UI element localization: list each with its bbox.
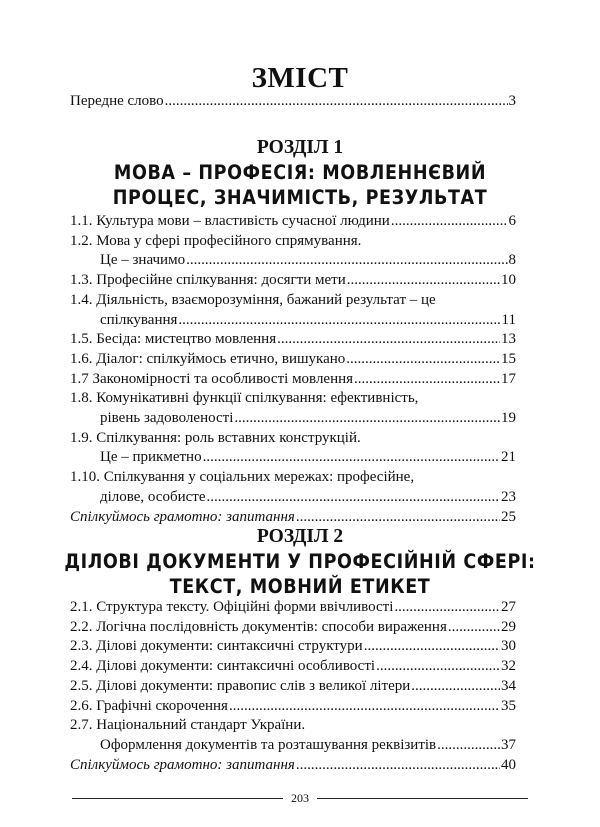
entry-page-number: 21 <box>501 449 516 466</box>
entry-text: Спілкуймось грамотно: запитання <box>70 508 295 525</box>
dot-leader <box>364 637 500 657</box>
entry-text: 2.5. Ділові документи: правопис слів з великої літери <box>70 677 411 694</box>
toc-entry <box>70 370 516 390</box>
dot-leader <box>394 598 500 618</box>
toc-entry <box>70 291 516 330</box>
entry-page-number: 30 <box>501 638 516 655</box>
section-1-entries <box>70 212 516 527</box>
entry-page-number: 29 <box>501 618 516 635</box>
entry-text: ділове, особисте <box>100 488 206 505</box>
dot-leader <box>277 330 500 350</box>
dot-leader <box>437 736 500 756</box>
dot-leader <box>178 311 500 331</box>
dot-leader <box>376 657 500 677</box>
entry-page-number: 37 <box>501 736 516 753</box>
entry-page-number: 3 <box>508 93 516 109</box>
entry-page-number: 8 <box>508 252 516 269</box>
footer-rule-left <box>72 798 283 799</box>
toc-title: ЗМІСТ <box>251 62 349 94</box>
entry-text: Оформлення документів та розташування реквізитів <box>100 736 437 753</box>
entry-page-number: 25 <box>501 508 516 525</box>
dot-leader <box>296 756 500 776</box>
dot-leader <box>186 251 507 271</box>
entry-page-number: 27 <box>501 599 516 615</box>
toc-entry <box>70 429 516 468</box>
entry-page-number: 35 <box>501 697 516 714</box>
entry-page-number: 32 <box>501 658 516 675</box>
entry-text: 2.2. Логічна послідовність документів: способи вираження <box>70 618 447 635</box>
entry-text: Спілкуймось грамотно: запитання <box>70 756 295 773</box>
page-footer <box>72 791 528 806</box>
dot-leader <box>347 271 500 291</box>
dot-leader <box>391 212 508 232</box>
dot-leader <box>234 409 500 429</box>
dot-leader <box>411 677 500 697</box>
footer-rule-right <box>317 798 528 799</box>
preface-entry <box>70 92 516 112</box>
dot-leader <box>346 350 500 370</box>
entry-page-number: 6 <box>508 213 516 229</box>
entry-page-number: 11 <box>501 311 516 328</box>
dot-leader <box>165 92 508 112</box>
section-number: РОЗДІЛ 1 <box>256 137 344 158</box>
toc-entry <box>70 212 516 232</box>
toc-entry <box>70 271 516 291</box>
entry-text: Це – прикметно <box>100 449 202 466</box>
toc-entry <box>70 330 516 350</box>
section-1-heading <box>56 136 544 210</box>
dot-leader <box>203 448 500 468</box>
toc-entry <box>70 598 516 618</box>
entry-page-number: 15 <box>501 350 516 367</box>
entry-text: рівень задоволеності <box>100 410 234 427</box>
entry-text: 2.3. Ділові документи: синтаксичні структури <box>70 638 363 655</box>
entry-text: 2.7. Національний стандарт України. <box>70 717 306 734</box>
entry-text: спілкування <box>100 311 178 328</box>
entry-page-number: 13 <box>501 331 516 348</box>
section-number: РОЗДІЛ 2 <box>256 526 344 547</box>
entry-text: 1.1. Культура мови – властивість сучасної людини <box>70 213 390 229</box>
dot-leader <box>229 697 500 717</box>
entry-page-number: 23 <box>501 488 516 505</box>
entry-page-number: 17 <box>501 370 516 387</box>
section-title-line: МОВА – ПРОФЕСІЯ: МОВЛЕННЄВИЙ <box>113 161 487 184</box>
entry-text: Передне слово <box>70 93 164 109</box>
entry-text: 1.3. Професійне спілкування: досягти мети <box>70 272 346 289</box>
toc-entry <box>70 350 516 370</box>
entry-text: 1.4. Діяльність, взаєморозуміння, бажаний результат – це <box>70 291 436 308</box>
section-title-line: ТЕКСТ, МОВНИЙ ЕТИКЕТ <box>169 575 431 598</box>
toc-entry <box>70 618 516 638</box>
toc-entry <box>70 716 516 755</box>
toc-entry <box>70 389 516 428</box>
section-title-line: ПРОЦЕС, ЗНАЧИМІСТЬ, РЕЗУЛЬТАТ <box>112 186 488 209</box>
toc-entry <box>70 756 516 776</box>
dot-leader <box>207 488 501 508</box>
toc-entry <box>70 468 516 507</box>
entry-text: 2.1. Структура тексту. Офіційні форми ввічливості <box>70 599 394 615</box>
entry-page-number: 40 <box>501 756 516 773</box>
toc-entry <box>70 657 516 677</box>
entry-text: 1.10. Спілкування у соціальних мережах: професійне, <box>70 469 415 486</box>
toc-entry <box>70 637 516 657</box>
entry-text: 1.7 Закономірності та особливості мовлення <box>70 370 354 387</box>
toc-entry <box>70 677 516 697</box>
dot-leader <box>448 618 500 638</box>
entry-text: 1.2. Мова у сфері професійного спрямування. <box>70 232 362 249</box>
section-2-entries <box>70 598 516 775</box>
entry-text: 2.4. Ділові документи: синтаксичні особливості <box>70 658 376 675</box>
entry-page-number: 34 <box>501 677 516 694</box>
entry-text: Це – значимо <box>100 252 186 269</box>
page-number: 203 <box>291 791 309 805</box>
entry-text: 2.6. Графічні скорочення <box>70 697 228 714</box>
entry-page-number: 10 <box>501 272 516 289</box>
entry-text: 1.9. Спілкування: роль вставних конструкцій. <box>70 429 361 446</box>
entry-text: 1.6. Діалог: спілкуймось етично, вишукано <box>70 350 346 367</box>
entry-page-number: 19 <box>501 410 516 427</box>
toc-entry <box>70 232 516 271</box>
toc-entry <box>70 697 516 717</box>
section-2-heading <box>56 525 544 599</box>
entry-text: 1.8. Комунікативні функції спілкування: ефективність, <box>70 390 419 407</box>
section-title-line: ДІЛОВІ ДОКУМЕНТИ У ПРОФЕСІЙНІЙ СФЕРІ: <box>64 550 536 573</box>
entry-text: 1.5. Бесіда: мистецтво мовлення <box>70 331 277 348</box>
dot-leader <box>354 370 500 390</box>
